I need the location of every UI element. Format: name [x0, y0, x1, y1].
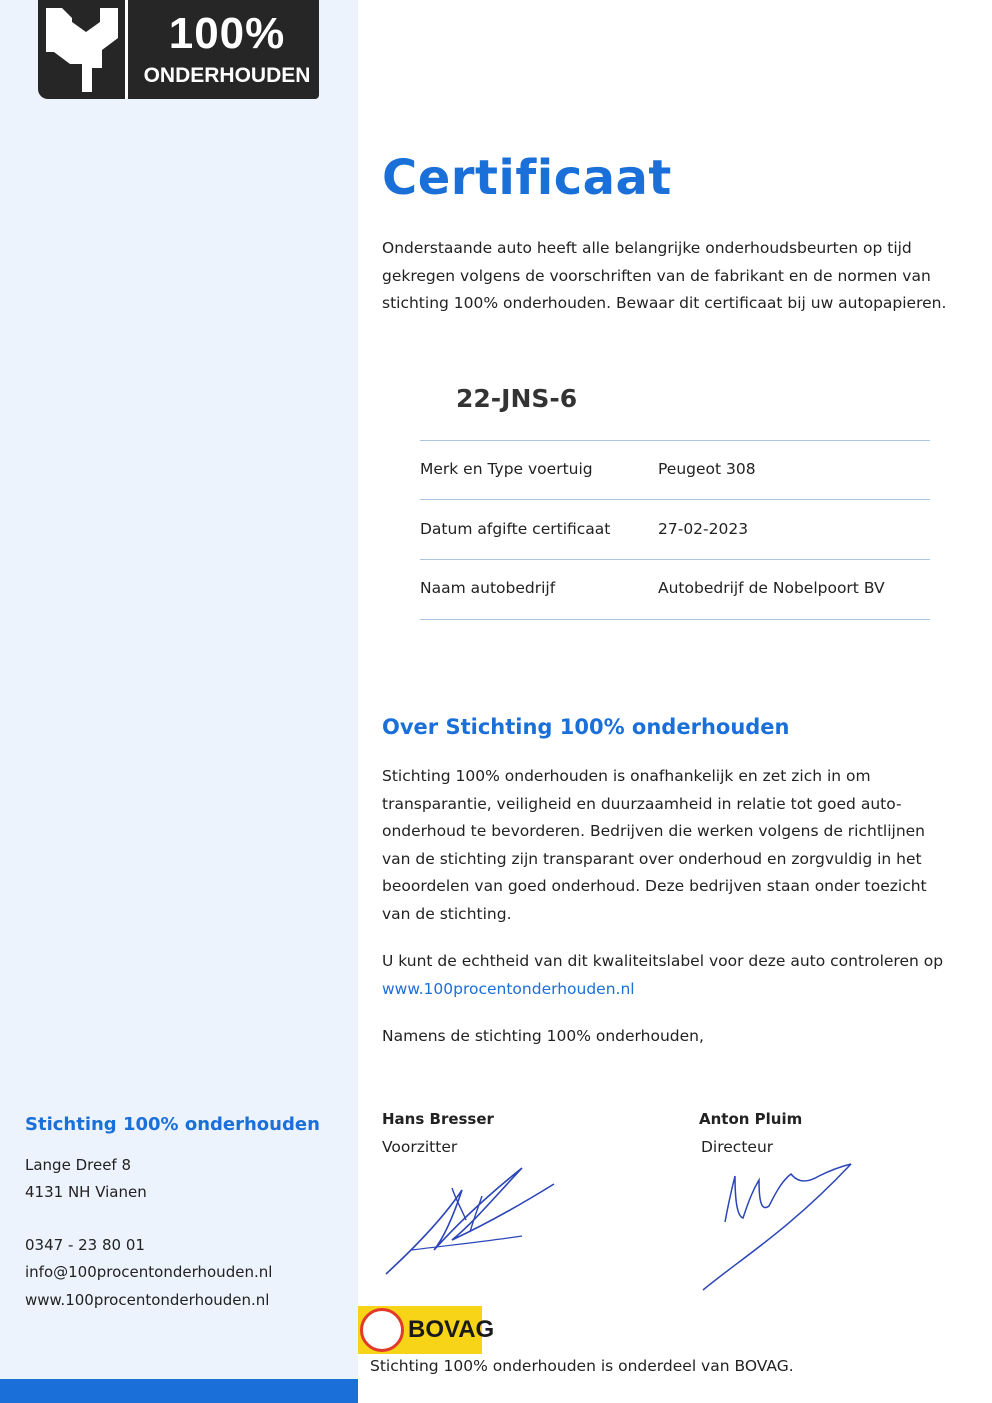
about-line: Stichting 100% onderhouden is onafhankelijk en zet zich in om: [382, 767, 871, 785]
row-label-date: Datum afgifte certificaat: [420, 520, 611, 538]
bovag-emblem-icon: [360, 1308, 404, 1352]
about-line: van de stichting.: [382, 904, 512, 923]
closing-text: Namens de stichting 100% onderhouden,: [382, 1027, 704, 1045]
logo-wordmark: ONDERHOUDEN: [143, 64, 311, 87]
row-value-vehicle: Peugeot 308: [658, 460, 756, 478]
row-label-garage: Naam autobedrijf: [420, 579, 556, 597]
intro-paragraph: [382, 235, 972, 318]
signature-anton-pluim: [699, 1160, 859, 1295]
signatory-name: Anton Pluim: [699, 1110, 803, 1128]
address-line-2: 4131 NH Vianen: [25, 1183, 147, 1201]
logo: [38, 0, 319, 99]
section-title-about: Over Stichting 100% onderhouden: [382, 715, 790, 739]
verify-text: U kunt de echtheid van dit kwaliteitslabel voor deze auto controleren op: [382, 952, 944, 970]
verify-link[interactable]: www.100procentonderhouden.nl: [382, 979, 635, 998]
intro-line: stichting 100% onderhouden. Bewaar dit certificaat bij uw autopapieren.: [382, 294, 947, 313]
wrench-icon: [42, 4, 122, 96]
about-line: beoordelen van goed onderhoud. Deze bedrijven staan onder toezicht: [382, 877, 927, 896]
signature-hans-bresser: [382, 1160, 562, 1280]
intro-line: Onderstaande auto heeft alle belangrijke onderhoudsbeurten op tijd: [382, 239, 912, 257]
website-link[interactable]: www.100procentonderhouden.nl: [25, 1291, 270, 1309]
footer-note: Stichting 100% onderhouden is onderdeel van BOVAG.: [370, 1357, 794, 1375]
table-divider: [420, 559, 930, 560]
address-line-1: Lange Dreef 8: [25, 1156, 132, 1174]
about-line: transparantie, veiligheid en duurzaamheid in relatie tot goed auto-: [382, 794, 902, 813]
signatory-name: Hans Bresser: [382, 1110, 494, 1128]
logo-percent: 100%: [168, 9, 286, 58]
row-value-garage: Autobedrijf de Nobelpoort BV: [658, 579, 885, 597]
page-title: Certificaat: [382, 150, 672, 206]
signatory-role: Directeur: [701, 1138, 774, 1156]
about-line: van de stichting zijn transparant over onderhoud en zorgvuldig in het: [382, 849, 922, 868]
table-divider: [420, 619, 930, 620]
phone-number: 0347 - 23 80 01: [25, 1236, 145, 1254]
email-link[interactable]: info@100procentonderhouden.nl: [25, 1263, 273, 1281]
row-value-date: 27-02-2023: [658, 520, 749, 538]
verify-paragraph: [382, 948, 972, 1003]
about-line: onderhoud te bevorderen. Bedrijven die werken volgens de richtlijnen: [382, 822, 925, 841]
table-divider: [420, 499, 930, 500]
table-divider: [420, 440, 930, 441]
about-paragraph: [382, 763, 972, 929]
signatory-role: Voorzitter: [382, 1138, 458, 1156]
sidebar-org-name: Stichting 100% onderhouden: [25, 1114, 320, 1135]
bovag-logo: [358, 1306, 495, 1354]
sidebar-accent-bar: [0, 1379, 358, 1403]
row-label-vehicle: Merk en Type voertuig: [420, 460, 593, 478]
logo-divider: [125, 0, 128, 99]
license-plate: 22-JNS-6: [456, 384, 578, 413]
intro-line: gekregen volgens de voorschriften van de fabrikant en de normen van: [382, 266, 931, 285]
bovag-wordmark: BOVAG: [408, 1316, 495, 1343]
